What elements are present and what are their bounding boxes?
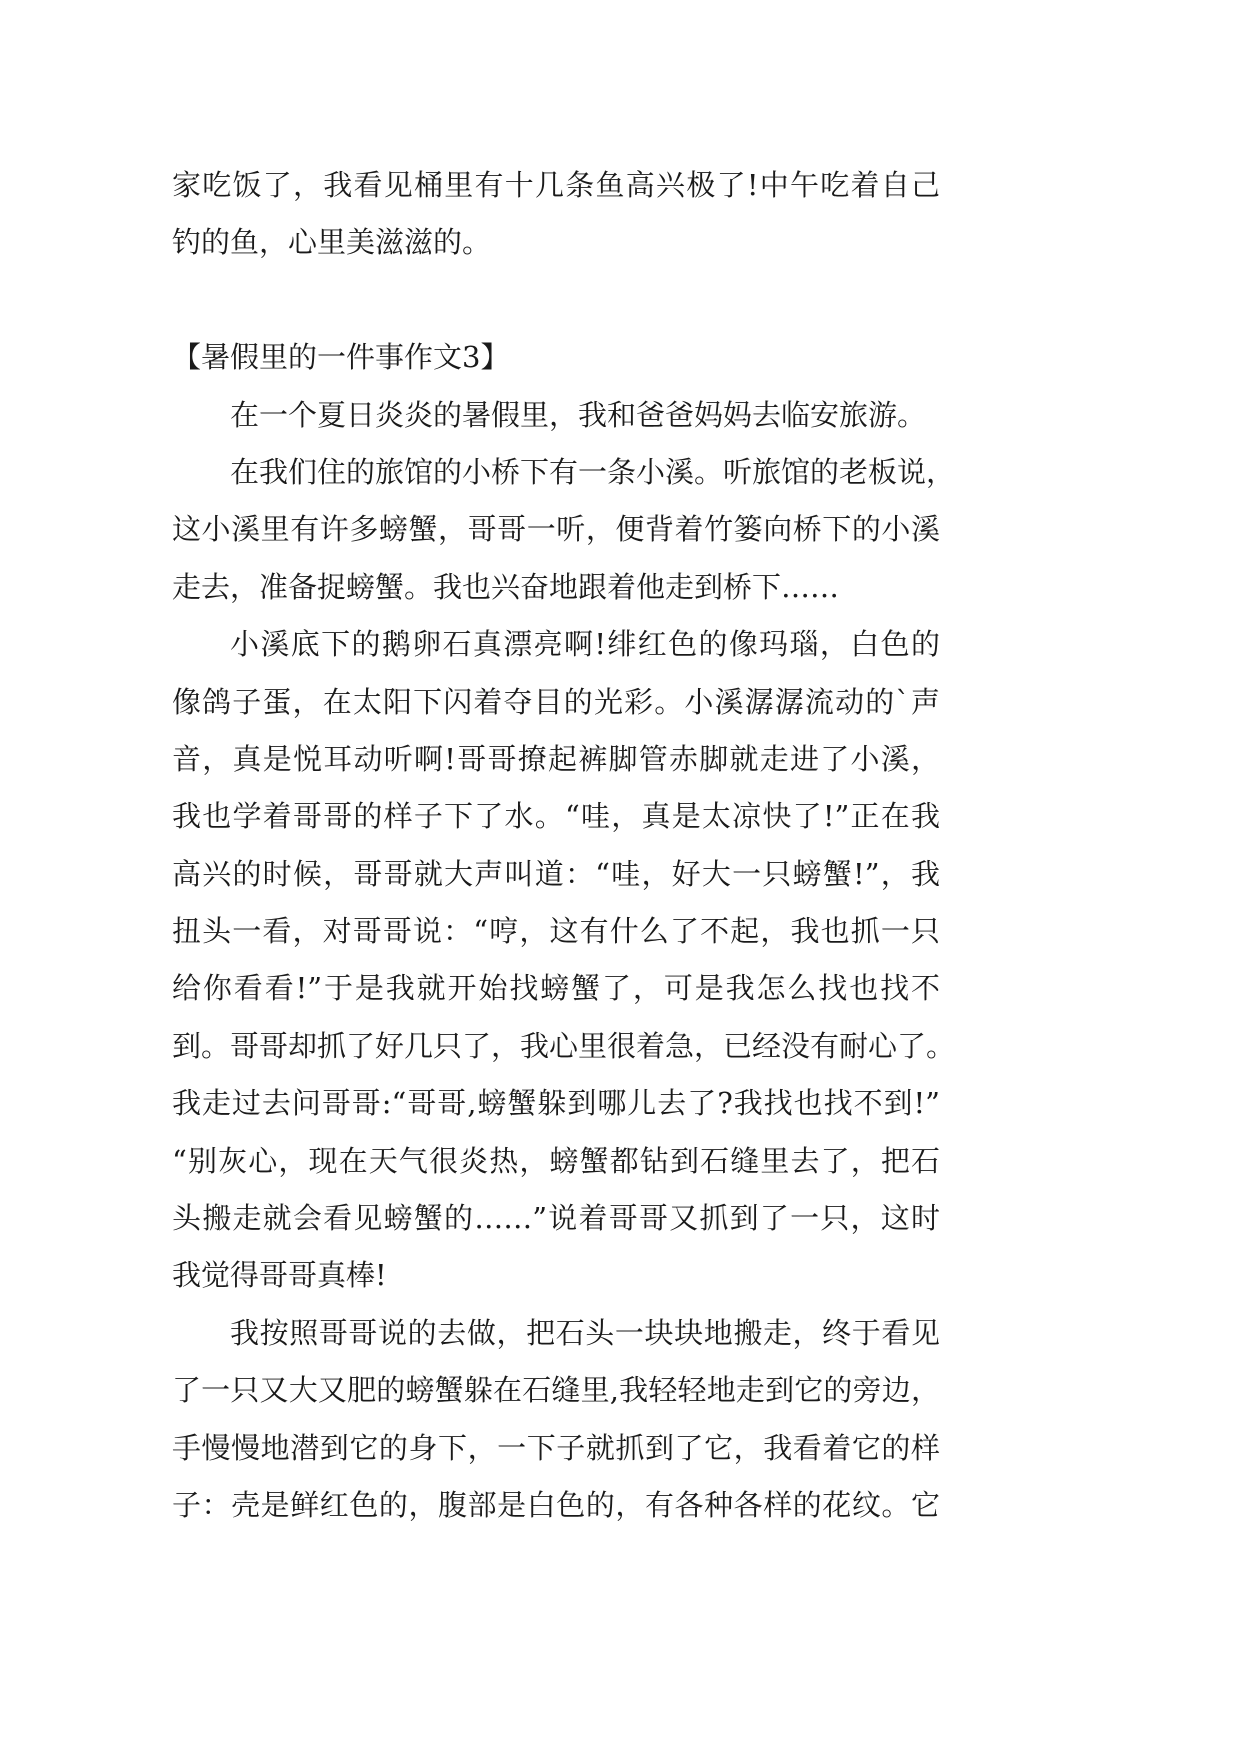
text-line: 钓的鱼，心里美滋滋的。 — [172, 225, 492, 260]
text-line: 头搬走就会看见螃蟹的……”说着哥哥又抓到了一只，这时 — [172, 1201, 940, 1236]
text-line: 了一只又大又肥的螃蟹躲在石缝里,我轻轻地走到它的旁边， — [172, 1373, 940, 1408]
text-line: 给你看看!”于是我就开始找螃蟹了，可是我怎么找也找不 — [172, 971, 940, 1006]
text-line: 走去，准备捉螃蟹。我也兴奋地跟着他走到桥下…… — [172, 569, 840, 604]
text-line: 我觉得哥哥真棒! — [172, 1258, 387, 1293]
document-body — [172, 157, 956, 1534]
essay-heading: 【暑假里的一件事作文3】 — [172, 340, 510, 375]
text-line: 高兴的时候，哥哥就大声叫道：“哇，好大一只螃蟹!”，我 — [172, 856, 940, 891]
paragraph-3 — [172, 616, 956, 1305]
paragraph-2 — [172, 444, 956, 616]
text-line: 扭头一看，对哥哥说：“哼，这有什么了不起，我也抓一只 — [172, 914, 940, 949]
text-line: “别灰心，现在天气很炎热，螃蟹都钻到石缝里去了，把石 — [172, 1143, 940, 1178]
text-line: 到。哥哥却抓了好几只了，我心里很着急，已经没有耐心了。 — [172, 1028, 956, 1063]
text-line: 手慢慢地潜到它的身下，一下子就抓到了它，我看着它的样 — [172, 1430, 940, 1465]
text-line: 子：壳是鲜红色的，腹部是白色的，有各种各样的花纹。它 — [172, 1487, 940, 1522]
text-line: 在一个夏日炎炎的暑假里，我和爸爸妈妈去临安旅游。 — [230, 397, 927, 432]
text-line: 音，真是悦耳动听啊!哥哥撩起裤脚管赤脚就走进了小溪， — [172, 741, 940, 776]
text-line: 家吃饭了，我看见桶里有十几条鱼高兴极了!中午吃着自己 — [172, 168, 940, 202]
text-line: 我走过去问哥哥:“哥哥,螃蟹躲到哪儿去了?我找也找不到!” — [172, 1086, 940, 1121]
text-line: 这小溪里有许多螃蟹，哥哥一听，便背着竹篓向桥下的小溪 — [172, 512, 940, 547]
paragraph-4 — [172, 1305, 940, 1535]
text-line: 我按照哥哥说的去做，把石头一块块地搬走，终于看见 — [230, 1315, 940, 1350]
blank-line — [172, 272, 940, 329]
text-line: 在我们住的旅馆的小桥下有一条小溪。听旅馆的老板说， — [230, 454, 956, 489]
text-line: 我也学着哥哥的样子下了水。“哇，真是太凉快了!”正在我 — [172, 799, 940, 834]
text-line: 像鸽子蛋，在太阳下闪着夺目的光彩。小溪潺潺流动的`声 — [172, 684, 940, 719]
paragraph-continuation — [172, 157, 940, 272]
paragraph-1 — [172, 387, 940, 444]
text-line: 小溪底下的鹅卵石真漂亮啊!绯红色的像玛瑙，白色的 — [230, 627, 940, 662]
